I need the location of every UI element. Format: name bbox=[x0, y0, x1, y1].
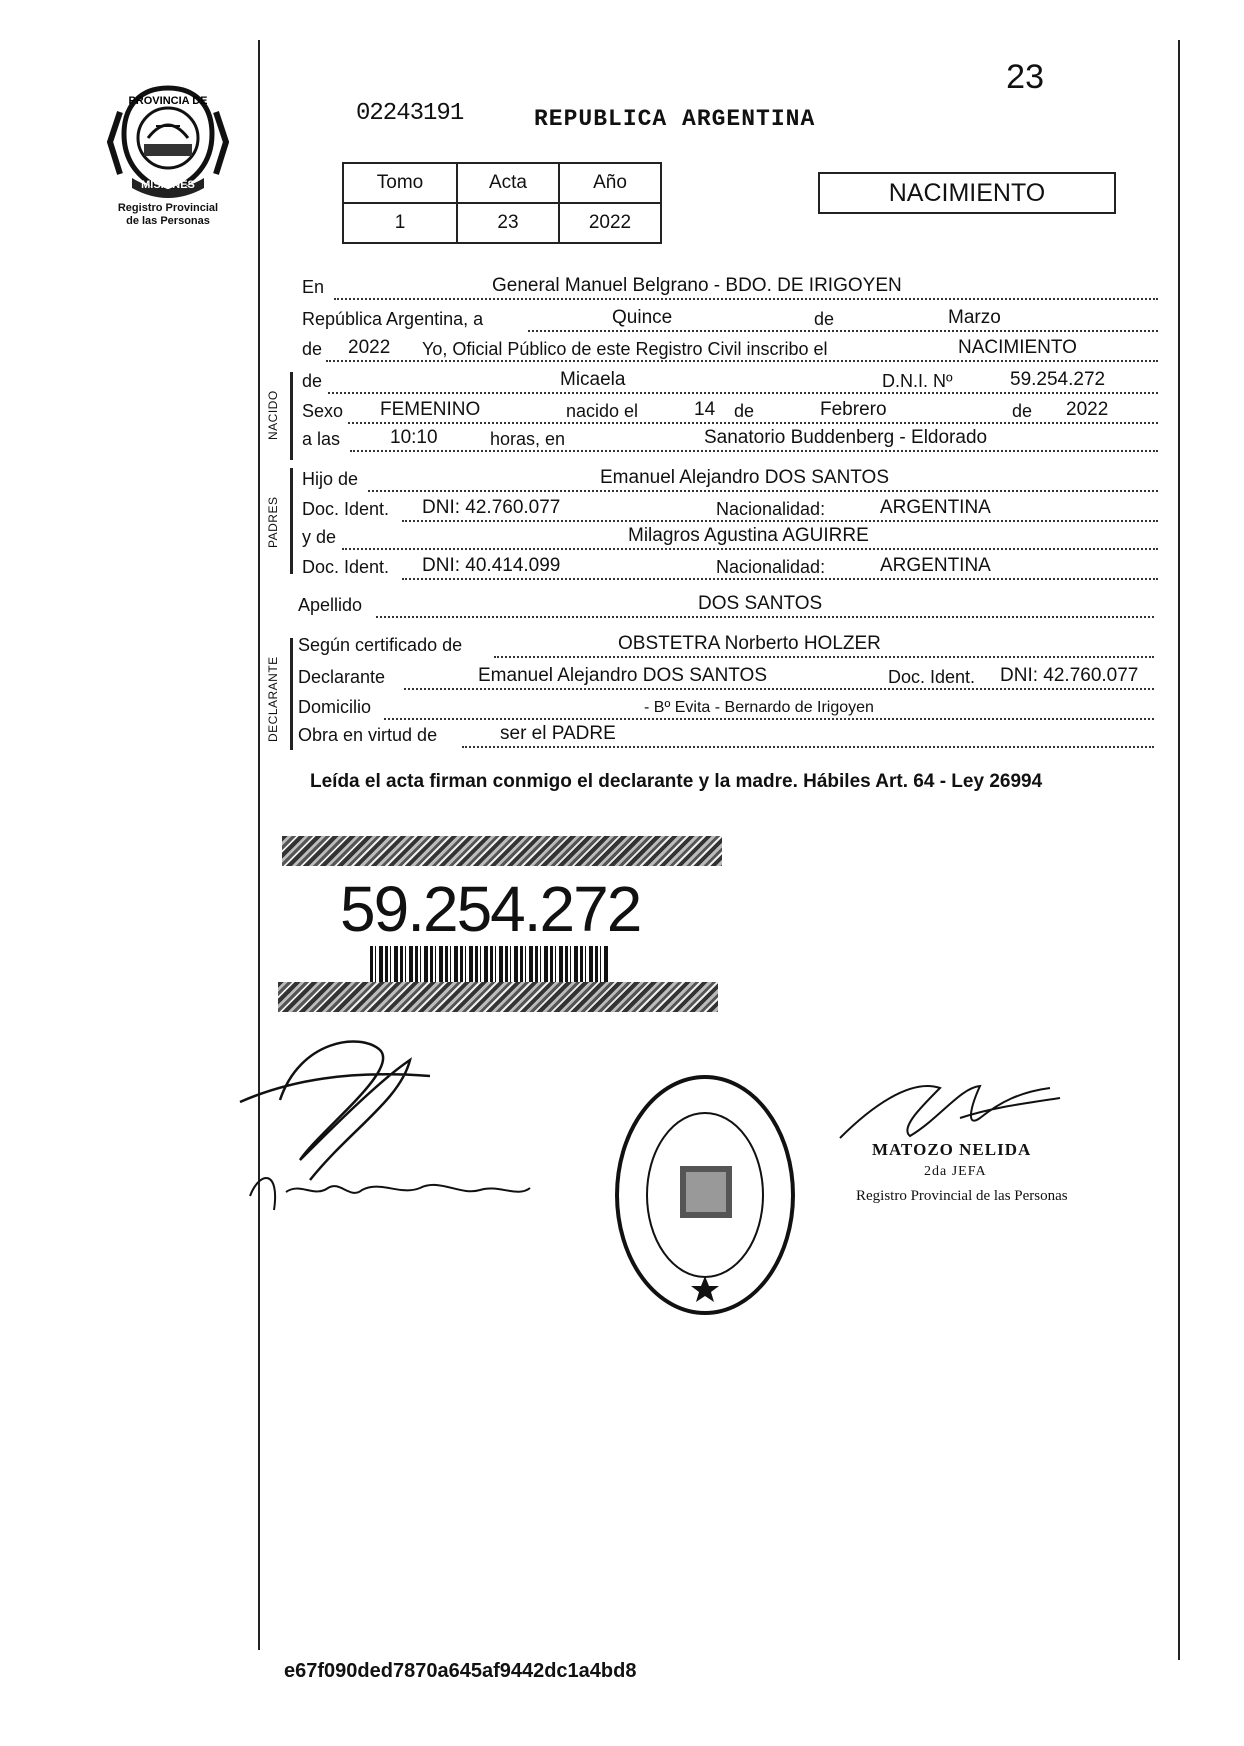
dni-label: D.N.I. Nº bbox=[882, 371, 953, 391]
mother-nationality-label: Nacionalidad: bbox=[716, 557, 826, 577]
birth-month-value: Febrero bbox=[820, 399, 887, 420]
nacido-section-label: NACIDO bbox=[266, 390, 280, 440]
sexo-value: FEMENINO bbox=[380, 399, 481, 420]
month-value: Marzo bbox=[948, 307, 1001, 328]
obra-label: Obra en virtud de bbox=[298, 725, 438, 745]
birth-de-label-2: de bbox=[1012, 401, 1033, 421]
line-mother bbox=[302, 522, 1158, 552]
obra-value: ser el PADRE bbox=[500, 723, 616, 744]
official-title: 2da JEFA bbox=[924, 1164, 987, 1179]
line-father-doc bbox=[302, 494, 1158, 524]
register-header-tomo: Tomo bbox=[343, 163, 457, 203]
line-sex-birth bbox=[302, 396, 1158, 426]
official-name: MATOZO NELIDA bbox=[872, 1140, 1032, 1159]
apellido-label: Apellido bbox=[298, 595, 363, 615]
line-certificado bbox=[298, 630, 1154, 660]
line-mother-doc bbox=[302, 552, 1158, 582]
line-apellido bbox=[298, 590, 1154, 620]
record-type-box: NACIMIENTO bbox=[818, 172, 1116, 214]
nacido-de-label: de bbox=[302, 371, 323, 391]
mother-doc-label: Doc. Ident. bbox=[302, 557, 390, 577]
birth-time-value: 10:10 bbox=[390, 427, 438, 448]
line-time-place bbox=[302, 424, 1158, 454]
security-band-bottom bbox=[278, 982, 718, 1012]
page-number: 23 bbox=[1006, 58, 1044, 96]
logo-caption-line1: Registro Provincial bbox=[117, 202, 219, 214]
declarante-doc-value: DNI: 42.760.077 bbox=[1000, 665, 1139, 686]
birth-year-value: 2022 bbox=[1066, 399, 1109, 420]
yo-text: Yo, Oficial Público de este Registro Civil inscribo el bbox=[422, 339, 828, 359]
svg-text:MISIONES: MISIONES bbox=[141, 179, 195, 191]
child-dni-value: 59.254.272 bbox=[1010, 369, 1106, 390]
father-doc-value: DNI: 42.760.077 bbox=[422, 497, 561, 518]
en-label: En bbox=[302, 277, 325, 297]
document-hash: e67f090ded7870a645af9442dc1a4bd8 bbox=[284, 1660, 637, 1682]
declarante-section-label: DECLARANTE bbox=[266, 656, 280, 742]
republica-label: República Argentina, a bbox=[302, 309, 484, 329]
date-de-label: de bbox=[814, 309, 835, 329]
sexo-label: Sexo bbox=[302, 401, 344, 421]
register-table bbox=[342, 162, 662, 244]
mother-nationality-value: ARGENTINA bbox=[880, 555, 991, 576]
declarante-section-bar bbox=[290, 638, 293, 750]
mother-doc-value: DNI: 40.414.099 bbox=[422, 555, 561, 576]
day-words-value: Quince bbox=[612, 307, 673, 328]
register-value-tomo: 1 bbox=[343, 203, 457, 243]
line-name bbox=[302, 366, 1158, 396]
father-nationality-label: Nacionalidad: bbox=[716, 499, 826, 519]
official-office: Registro Provincial de las Personas bbox=[856, 1188, 1068, 1204]
official-signature-icon bbox=[830, 1058, 1070, 1148]
closing-statement: Leída el acta firman conmigo el declarante y la madre. Hábiles Art. 64 - Ley 26994 bbox=[310, 771, 1043, 792]
right-margin-line bbox=[1178, 40, 1180, 1660]
line-father bbox=[302, 464, 1158, 494]
declarante-doc-label: Doc. Ident. bbox=[888, 667, 976, 687]
declarant-signature-icon bbox=[230, 1020, 570, 1230]
certificado-label: Según certificado de bbox=[298, 635, 463, 655]
domicilio-value: - Bº Evita - Bernardo de Irigoyen bbox=[644, 699, 874, 716]
nacido-section-bar bbox=[290, 372, 293, 460]
mother-name-value: Milagros Agustina AGUIRRE bbox=[628, 525, 869, 546]
country-title: REPUBLICA ARGENTINA bbox=[534, 106, 816, 132]
logo-caption bbox=[98, 202, 238, 228]
horas-label: horas, en bbox=[490, 429, 566, 449]
line-inscription bbox=[302, 334, 1158, 364]
serial-number: 02243191 bbox=[356, 100, 464, 127]
line-place bbox=[302, 272, 1158, 302]
misiones-seal-icon bbox=[98, 82, 238, 200]
line-obra bbox=[298, 720, 1154, 750]
padres-section-bar bbox=[290, 468, 293, 574]
dni-large-number: 59.254.272 bbox=[340, 873, 641, 945]
svg-text:PROVINCIA DE: PROVINCIA DE bbox=[128, 95, 208, 107]
declarante-value: Emanuel Alejandro DOS SANTOS bbox=[478, 665, 768, 686]
register-header-anio: Año bbox=[559, 163, 661, 203]
birth-de-label: de bbox=[734, 401, 755, 421]
year-value: 2022 bbox=[348, 337, 391, 358]
registry-logo bbox=[98, 82, 238, 242]
birth-place-value: Sanatorio Buddenberg - Eldorado bbox=[704, 427, 988, 448]
birth-day-value: 14 bbox=[694, 399, 716, 420]
hijo-de-label: Hijo de bbox=[302, 469, 359, 489]
nacido-el-label: nacido el bbox=[566, 401, 639, 421]
line-date bbox=[302, 304, 1158, 334]
register-value-row bbox=[343, 203, 661, 243]
padres-section-label: PADRES bbox=[266, 496, 280, 548]
y-de-label: y de bbox=[302, 527, 337, 547]
year-de-label: de bbox=[302, 339, 323, 359]
father-name-value: Emanuel Alejandro DOS SANTOS bbox=[600, 467, 890, 488]
father-doc-label: Doc. Ident. bbox=[302, 499, 390, 519]
place-value: General Manuel Belgrano - BDO. DE IRIGOYEN bbox=[492, 275, 902, 296]
certificado-value: OBSTETRA Norberto HOLZER bbox=[618, 633, 881, 654]
domicilio-label: Domicilio bbox=[298, 697, 372, 717]
register-header-row bbox=[343, 163, 661, 203]
father-nationality-value: ARGENTINA bbox=[880, 497, 991, 518]
register-value-anio: 2022 bbox=[559, 203, 661, 243]
register-header-acta: Acta bbox=[457, 163, 559, 203]
register-value-acta: 23 bbox=[457, 203, 559, 243]
declarante-label: Declarante bbox=[298, 667, 386, 687]
logo-caption-line2: de las Personas bbox=[126, 215, 210, 227]
official-stamp-icon bbox=[610, 1070, 800, 1320]
barcode-icon bbox=[370, 946, 610, 986]
inscription-type-value: NACIMIENTO bbox=[958, 337, 1077, 358]
line-declarante bbox=[298, 662, 1154, 692]
left-margin-line bbox=[258, 40, 260, 1650]
a-las-label: a las bbox=[302, 429, 341, 449]
security-band-top bbox=[282, 836, 722, 866]
apellido-value: DOS SANTOS bbox=[698, 593, 823, 614]
child-name-value: Micaela bbox=[560, 369, 626, 390]
line-domicilio bbox=[298, 692, 1154, 722]
dni-print-block bbox=[282, 836, 722, 1032]
